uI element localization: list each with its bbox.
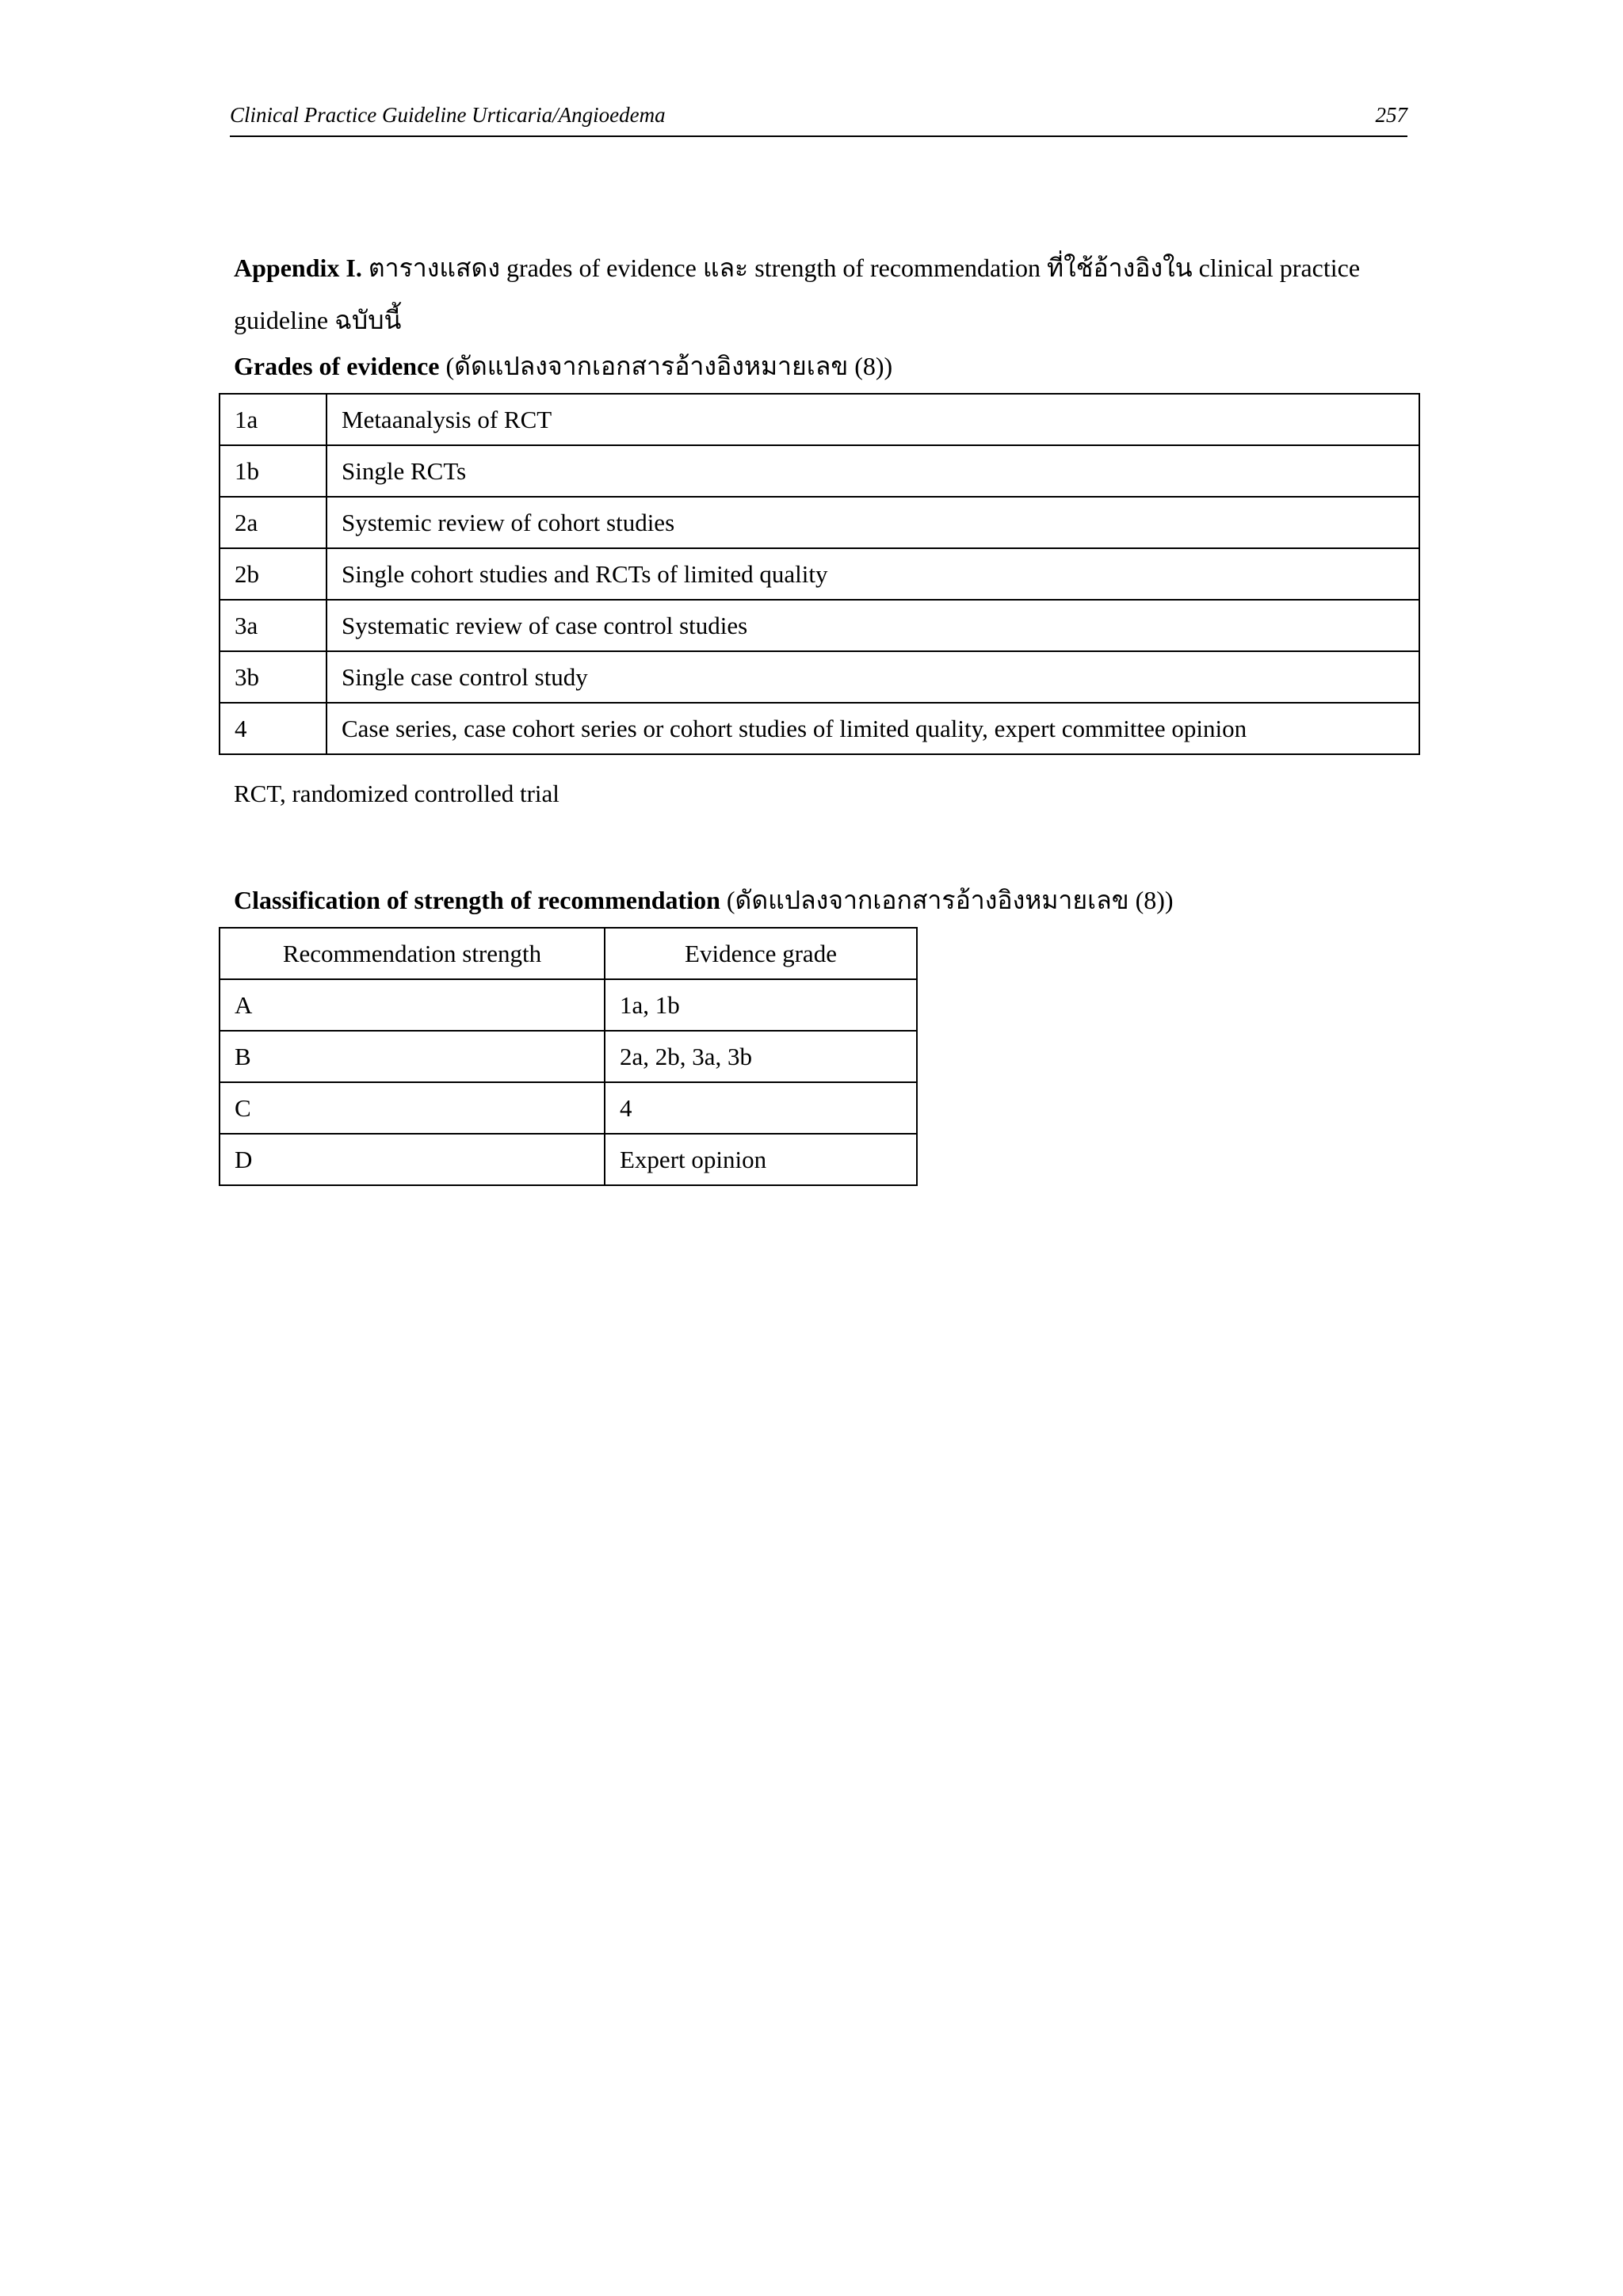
table-row <box>220 651 1419 703</box>
header-recommendation-strength: Recommendation strength <box>220 928 605 979</box>
table-row <box>220 600 1419 651</box>
appendix-paragraph <box>234 242 1391 346</box>
grade-description: Case series, case cohort series or cohort studies of limited quality, expert committee opinion <box>327 703 1419 754</box>
grade-code: 1a <box>220 394 327 445</box>
appendix-text: ตารางแสดง grades of evidence และ strength of recommendation ที่ใช้อ้างอิงใน clinical practice guideline ฉบับนี้ <box>234 254 1361 334</box>
strength-cell: B <box>220 1031 605 1082</box>
running-header <box>230 103 1407 137</box>
grades-title-text: Grades of evidence <box>234 352 440 380</box>
grade-code: 2a <box>220 497 327 548</box>
grade-code: 3b <box>220 651 327 703</box>
grade-description: Systemic review of cohort studies <box>327 497 1419 548</box>
strength-cell: C <box>220 1082 605 1134</box>
recommendation-title-source: (ดัดแปลงจากเอกสารอ้างอิงหมายเลข (8)) <box>720 886 1174 914</box>
table-row <box>220 1031 917 1082</box>
grades-of-evidence-table <box>219 393 1420 755</box>
table-header-row <box>220 928 917 979</box>
recommendation-strength-table <box>219 927 918 1186</box>
evidence-grade-cell: 2a, 2b, 3a, 3b <box>605 1031 917 1082</box>
running-title: Clinical Practice Guideline Urticaria/Angioedema <box>230 103 666 127</box>
page-number: 257 <box>1375 103 1407 127</box>
table-row <box>220 548 1419 600</box>
table-row <box>220 394 1419 445</box>
grade-description: Metaanalysis of RCT <box>327 394 1419 445</box>
strength-cell: A <box>220 979 605 1031</box>
table-row <box>220 1134 917 1185</box>
grade-description: Single RCTs <box>327 445 1419 497</box>
grade-description: Single cohort studies and RCTs of limited quality <box>327 548 1419 600</box>
grade-code: 1b <box>220 445 327 497</box>
grades-title <box>234 350 892 382</box>
grades-title-source: (ดัดแปลงจากเอกสารอ้างอิงหมายเลข (8)) <box>439 352 893 380</box>
recommendation-title <box>234 884 1174 916</box>
recommendation-title-text: Classification of strength of recommendation <box>234 886 720 914</box>
grade-description: Single case control study <box>327 651 1419 703</box>
grade-code: 2b <box>220 548 327 600</box>
table-row <box>220 979 917 1031</box>
table-row <box>220 445 1419 497</box>
grades-footnote: RCT, randomized controlled trial <box>234 780 559 807</box>
evidence-grade-cell: Expert opinion <box>605 1134 917 1185</box>
strength-cell: D <box>220 1134 605 1185</box>
evidence-grade-cell: 1a, 1b <box>605 979 917 1031</box>
grade-code: 3a <box>220 600 327 651</box>
grade-code: 4 <box>220 703 327 754</box>
header-evidence-grade: Evidence grade <box>605 928 917 979</box>
table-row <box>220 497 1419 548</box>
table-row <box>220 703 1419 754</box>
appendix-label: Appendix I. <box>234 254 362 282</box>
grade-description: Systematic review of case control studies <box>327 600 1419 651</box>
table-row <box>220 1082 917 1134</box>
evidence-grade-cell: 4 <box>605 1082 917 1134</box>
